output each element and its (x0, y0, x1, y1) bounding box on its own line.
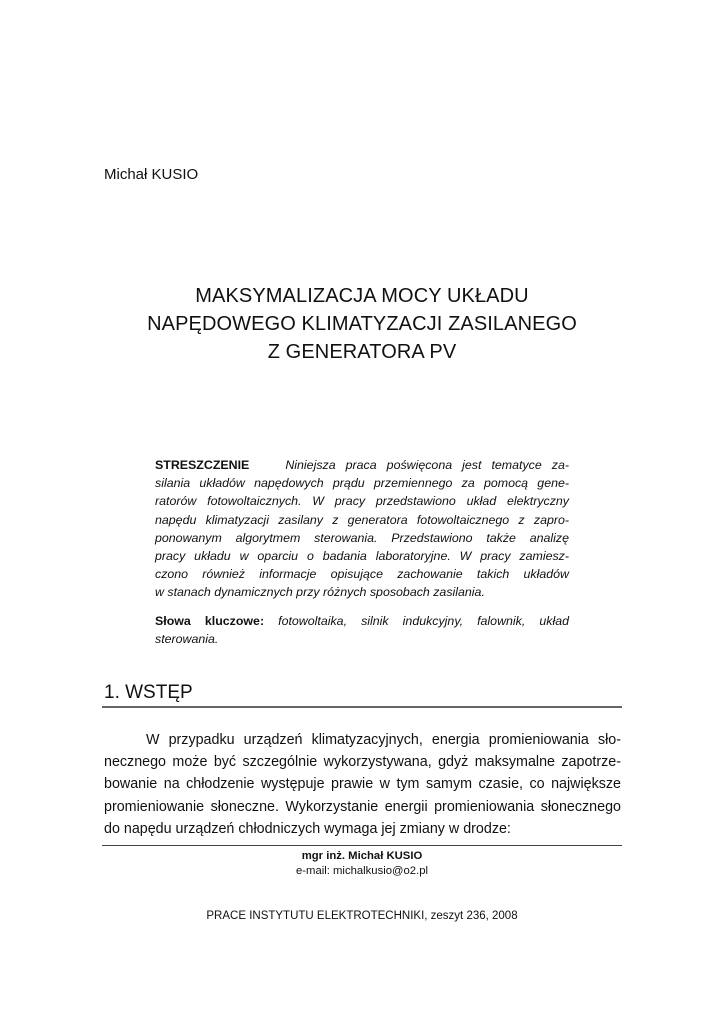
abstract-line (155, 456, 569, 474)
abstract-label: STRESZCZENIE (155, 458, 250, 472)
keywords (155, 612, 569, 648)
section-divider (102, 706, 622, 708)
keywords-line (155, 612, 569, 630)
keywords-label: Słowa kluczowe: (155, 614, 265, 628)
body-line: bowanie na chłodzenie występuje prawie w tym samym czasie, co największe (104, 776, 621, 793)
abstract-text: Niniejsza praca poświęcona jest tematyce za- (285, 458, 569, 472)
footnote-author: mgr inż. Michał KUSIO (301, 850, 423, 862)
footnote-divider (102, 845, 622, 846)
abstract-line: ponowanym algorytmem sterowania. Przedstawiono także analizę (155, 530, 569, 545)
section-heading: 1. WSTĘP (104, 682, 193, 703)
body-line: do napędu urządzeń chłodniczych wymaga jej zmiany w drodze: (104, 820, 511, 837)
body-line: promieniowanie słoneczne. Wykorzystanie energii promieniowania słonecznego (104, 798, 621, 815)
footnote (102, 849, 622, 879)
keywords-text: fotowoltaika, silnik indukcyjny, falownik, układ (278, 614, 569, 628)
abstract (155, 456, 569, 602)
paper-title (90, 282, 634, 366)
author-name: Michał KUSIO (104, 166, 199, 183)
body-line: W przypadku urządzeń klimatyzacyjnych, energia promieniowania sło- (146, 732, 621, 748)
abstract-line: czono również informacje opisujące zachowanie takich układów (155, 567, 569, 582)
abstract-line: silania układów napędowych prądu przemiennego za pomocą gene- (155, 476, 569, 491)
abstract-line: napędu klimatyzacji zasilany z generatora fotowoltaicznego z zapro- (155, 512, 569, 527)
body-line: necznego może być szczególnie wykorzystywana, gdyż maksymalne zapotrze- (104, 754, 621, 771)
keywords-line: sterowania. (155, 632, 219, 647)
title-line: Z GENERATORA PV (267, 341, 457, 363)
page-footer: PRACE INSTYTUTU ELEKTROTECHNIKI, zeszyt 236, 2008 (206, 910, 518, 922)
section-body (104, 729, 621, 840)
abstract-line: pracy układu w oparciu o badania laboratoryjne. W pracy zamiesz- (155, 549, 569, 564)
title-line: NAPĘDOWEGO KLIMATYZACJI ZASILANEGO (147, 313, 577, 335)
abstract-line: w stanach dynamicznych przy różnych sposobach zasilania. (155, 585, 485, 600)
abstract-line: ratorów fotowoltaicznych. W pracy przedstawiono układ elektryczny (155, 494, 569, 509)
title-line: MAKSYMALIZACJA MOCY UKŁADU (195, 285, 529, 307)
footnote-email: e-mail: michalkusio@o2.pl (295, 865, 429, 877)
